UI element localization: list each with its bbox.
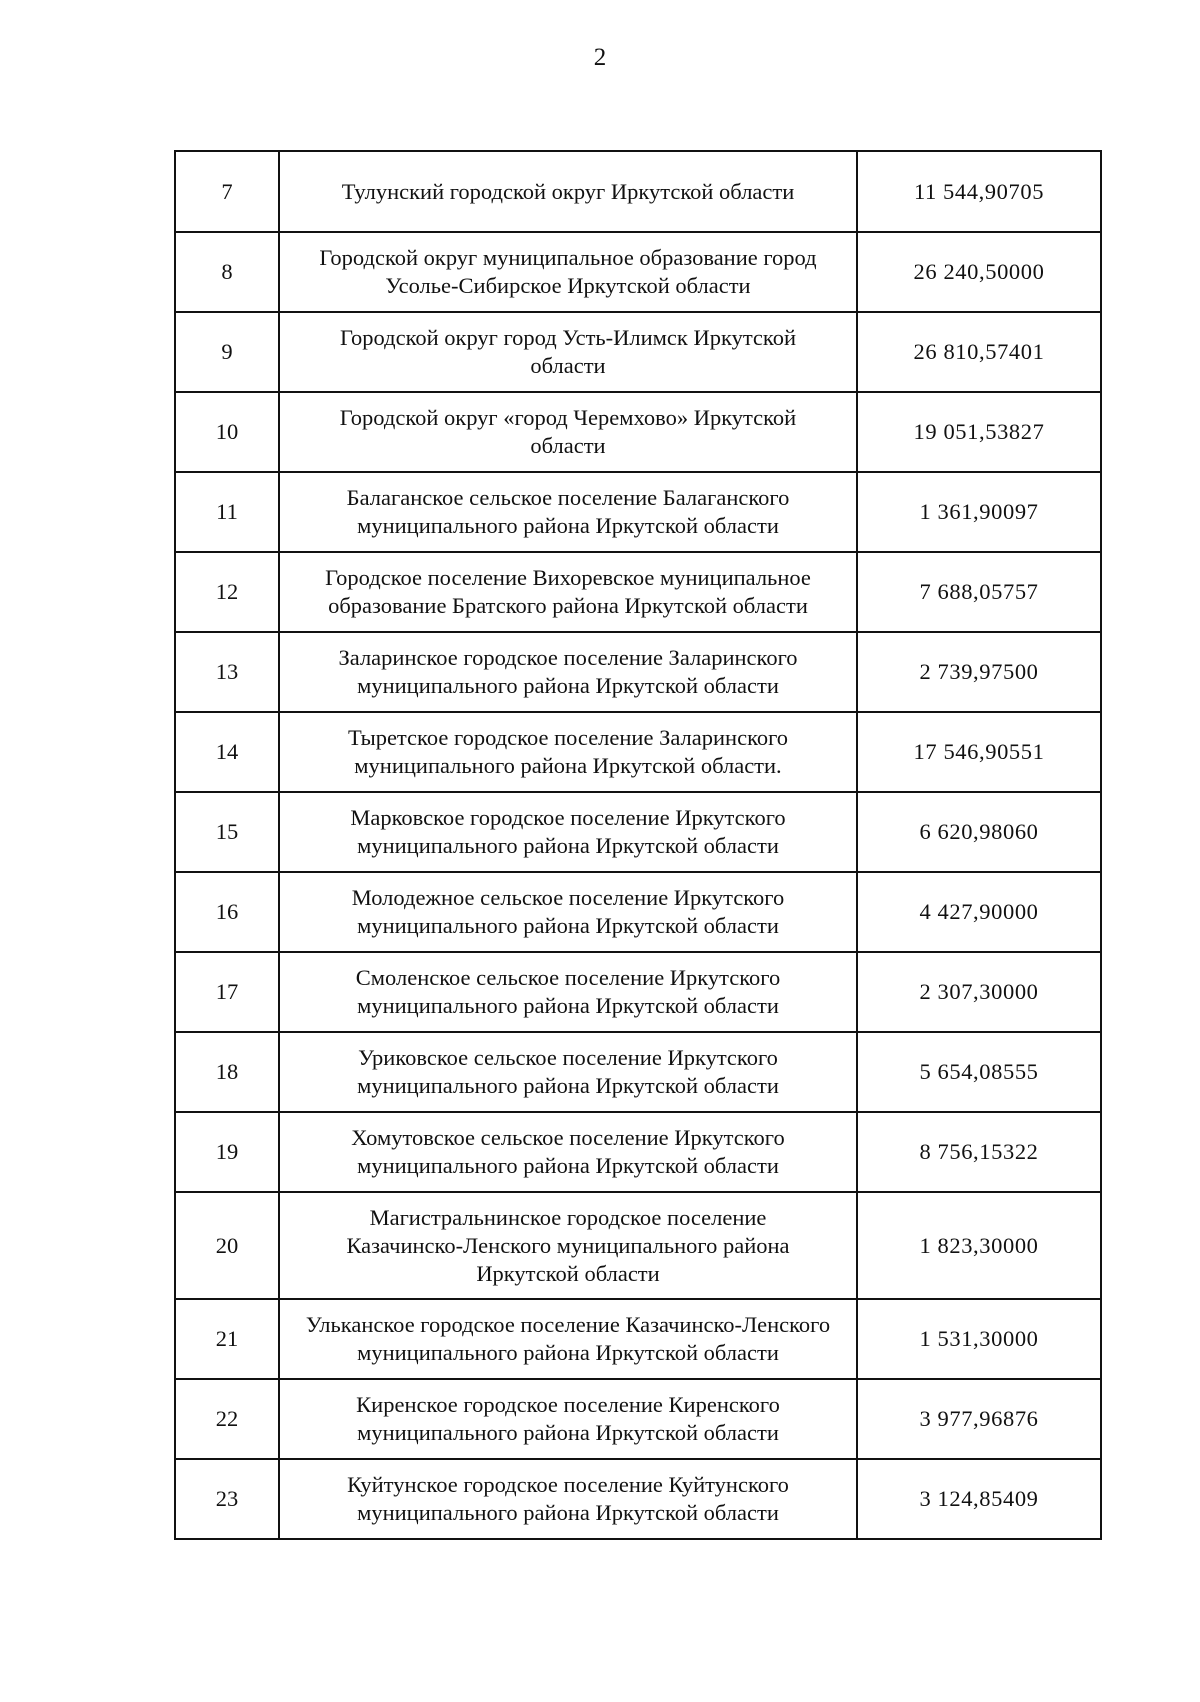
table-row bbox=[175, 552, 1101, 632]
municipality-name: Ульканское городское поселение Казачинско-Ленского муниципального района Иркутской области bbox=[279, 1299, 857, 1379]
municipalities-table bbox=[174, 150, 1102, 1540]
amount-value: 8 756,15322 bbox=[857, 1112, 1101, 1192]
row-number: 22 bbox=[175, 1379, 279, 1459]
municipality-name: Молодежное сельское поселение Иркутского муниципального района Иркутской области bbox=[279, 872, 857, 952]
table-row bbox=[175, 1112, 1101, 1192]
municipality-name: Балаганское сельское поселение Балаганского муниципального района Иркутской области bbox=[279, 472, 857, 552]
row-number: 10 bbox=[175, 392, 279, 472]
municipality-name: Тыретское городское поселение Заларинского муниципального района Иркутской области. bbox=[279, 712, 857, 792]
row-number: 14 bbox=[175, 712, 279, 792]
amount-value: 11 544,90705 bbox=[857, 151, 1101, 232]
amount-value: 4 427,90000 bbox=[857, 872, 1101, 952]
row-number: 17 bbox=[175, 952, 279, 1032]
row-number: 9 bbox=[175, 312, 279, 392]
table-row bbox=[175, 1299, 1101, 1379]
row-number: 7 bbox=[175, 151, 279, 232]
table-row bbox=[175, 1379, 1101, 1459]
amount-value: 1 531,30000 bbox=[857, 1299, 1101, 1379]
table-row bbox=[175, 1032, 1101, 1112]
municipality-name: Тулунский городской округ Иркутской области bbox=[279, 151, 857, 232]
amount-value: 1 361,90097 bbox=[857, 472, 1101, 552]
municipality-name: Уриковское сельское поселение Иркутского муниципального района Иркутской области bbox=[279, 1032, 857, 1112]
table-row bbox=[175, 1192, 1101, 1299]
municipality-name: Городской округ муниципальное образование город Усолье-Сибирское Иркутской области bbox=[279, 232, 857, 312]
table-row bbox=[175, 1459, 1101, 1539]
amount-value: 19 051,53827 bbox=[857, 392, 1101, 472]
row-number: 8 bbox=[175, 232, 279, 312]
row-number: 23 bbox=[175, 1459, 279, 1539]
municipality-name: Городской округ город Усть-Илимск Иркутской области bbox=[279, 312, 857, 392]
amount-value: 1 823,30000 bbox=[857, 1192, 1101, 1299]
amount-value: 6 620,98060 bbox=[857, 792, 1101, 872]
row-number: 12 bbox=[175, 552, 279, 632]
table-row bbox=[175, 952, 1101, 1032]
page-number: 2 bbox=[593, 44, 607, 71]
table-row bbox=[175, 872, 1101, 952]
amount-value: 26 810,57401 bbox=[857, 312, 1101, 392]
row-number: 11 bbox=[175, 472, 279, 552]
table-row bbox=[175, 712, 1101, 792]
row-number: 21 bbox=[175, 1299, 279, 1379]
municipality-name: Городское поселение Вихоревское муниципальное образование Братского района Иркутской области bbox=[279, 552, 857, 632]
amount-value: 7 688,05757 bbox=[857, 552, 1101, 632]
table-row bbox=[175, 472, 1101, 552]
table-row bbox=[175, 151, 1101, 232]
row-number: 13 bbox=[175, 632, 279, 712]
municipality-name: Городской округ «город Черемхово» Иркутской области bbox=[279, 392, 857, 472]
municipality-name: Смоленское сельское поселение Иркутского муниципального района Иркутской области bbox=[279, 952, 857, 1032]
row-number: 19 bbox=[175, 1112, 279, 1192]
table-row bbox=[175, 232, 1101, 312]
municipality-name: Куйтунское городское поселение Куйтунского муниципального района Иркутской области bbox=[279, 1459, 857, 1539]
amount-value: 17 546,90551 bbox=[857, 712, 1101, 792]
amount-value: 3 977,96876 bbox=[857, 1379, 1101, 1459]
amount-value: 3 124,85409 bbox=[857, 1459, 1101, 1539]
municipality-name: Заларинское городское поселение Заларинского муниципального района Иркутской области bbox=[279, 632, 857, 712]
table-row bbox=[175, 392, 1101, 472]
row-number: 18 bbox=[175, 1032, 279, 1112]
amount-value: 26 240,50000 bbox=[857, 232, 1101, 312]
amount-value: 2 307,30000 bbox=[857, 952, 1101, 1032]
municipality-name: Киренское городское поселение Киренского муниципального района Иркутской области bbox=[279, 1379, 857, 1459]
row-number: 16 bbox=[175, 872, 279, 952]
municipality-name: Хомутовское сельское поселение Иркутского муниципального района Иркутской области bbox=[279, 1112, 857, 1192]
table-row bbox=[175, 632, 1101, 712]
municipality-name: Магистральнинское городское поселение Казачинско-Ленского муниципального района Иркутской области bbox=[279, 1192, 857, 1299]
amount-value: 5 654,08555 bbox=[857, 1032, 1101, 1112]
row-number: 20 bbox=[175, 1192, 279, 1299]
table-row bbox=[175, 312, 1101, 392]
municipality-name: Марковское городское поселение Иркутского муниципального района Иркутской области bbox=[279, 792, 857, 872]
row-number: 15 bbox=[175, 792, 279, 872]
table-row bbox=[175, 792, 1101, 872]
amount-value: 2 739,97500 bbox=[857, 632, 1101, 712]
